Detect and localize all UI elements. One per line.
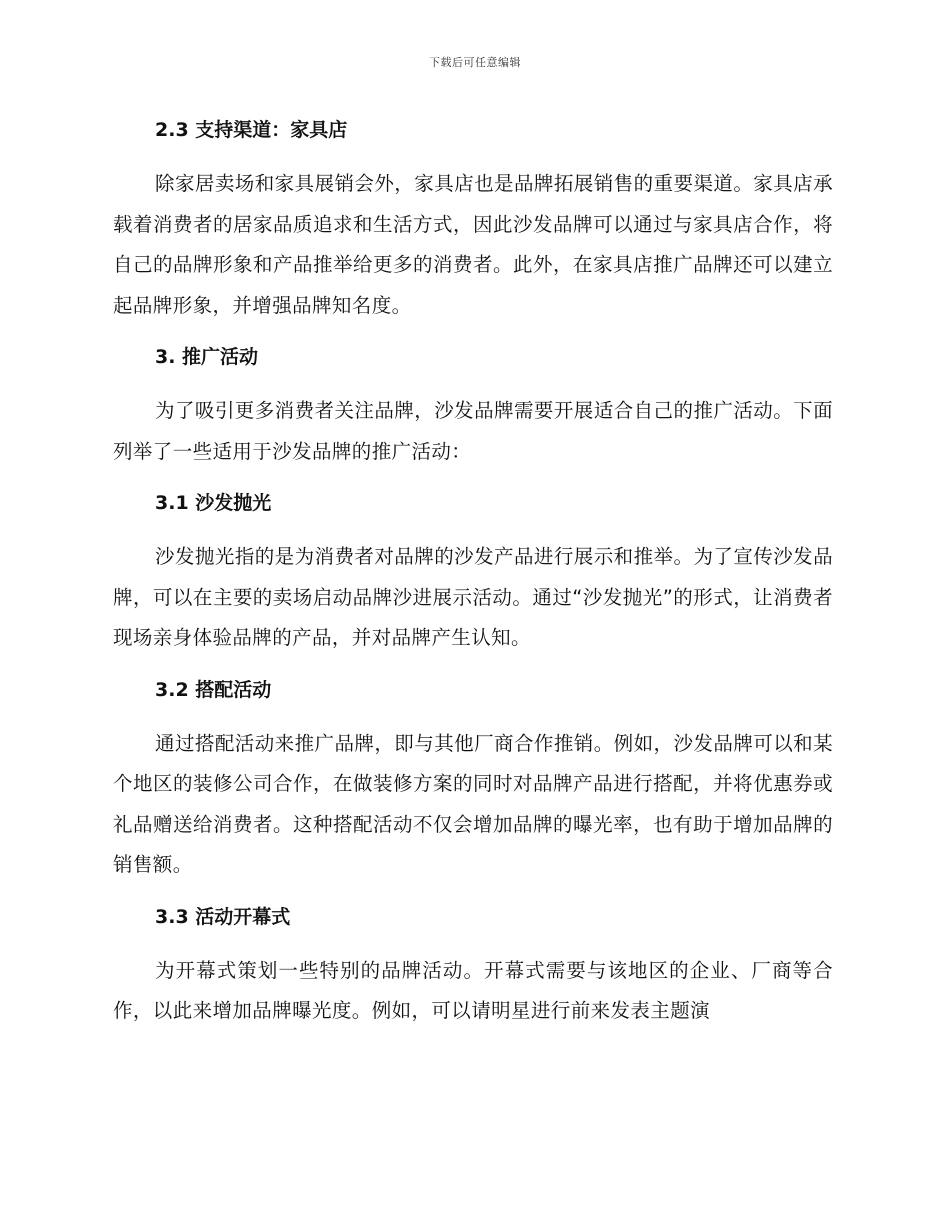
- section-paragraph: 沙发抛光指的是为消费者对品牌的沙发产品进行展示和推举。为了宣传沙发品牌，可以在主要的卖场启动品牌沙进展示活动。通过“沙发抛光”的形式，让消费者现场亲身体验品牌的产品，并对品牌产生认知。: [113, 545, 833, 649]
- section-heading: 3. 推广活动: [155, 346, 259, 368]
- section-paragraph: 为了吸引更多消费者关注品牌，沙发品牌需要开展适合自己的推广活动。下面列举了一些适用于沙发品牌的推广活动：: [113, 399, 833, 463]
- section-heading: 3.2 搭配活动: [155, 678, 272, 701]
- page-header: 下载后可任意编辑: [429, 56, 521, 69]
- section-paragraph: 为开幕式策划一些特别的品牌活动。开幕式需要与该地区的企业、厂商等合作，以此来增加品牌曝光度。例如，可以请明星进行前来发表主题演: [113, 958, 833, 1022]
- section-paragraph: 除家居卖场和家具展销会外，家具店也是品牌拓展销售的重要渠道。家具店承载着消费者的居家品质追求和生活方式，因此沙发品牌可以通过与家具店合作，将自己的品牌形象和产品推举给更多的消费者。此外，在家具店推广品牌还可以建立起品牌形象，并增强品牌知名度。: [113, 172, 833, 317]
- section-heading: 2.3 支持渠道：家具店: [155, 119, 348, 141]
- section-heading: 3.1 沙发抛光: [155, 492, 272, 514]
- section-heading: 3.3 活动开幕式: [155, 905, 291, 928]
- section-paragraph: 通过搭配活动来推广品牌，即与其他厂商合作推销。例如，沙发品牌可以和某个地区的装修公司合作，在做装修方案的同时对品牌产品进行搭配，并将优惠券或礼品赠送给消费者。这种搭配活动不仅会增加品牌的曝光率，也有助于增加品牌的销售额。: [113, 731, 833, 876]
- document-body: [113, 113, 833, 1032]
